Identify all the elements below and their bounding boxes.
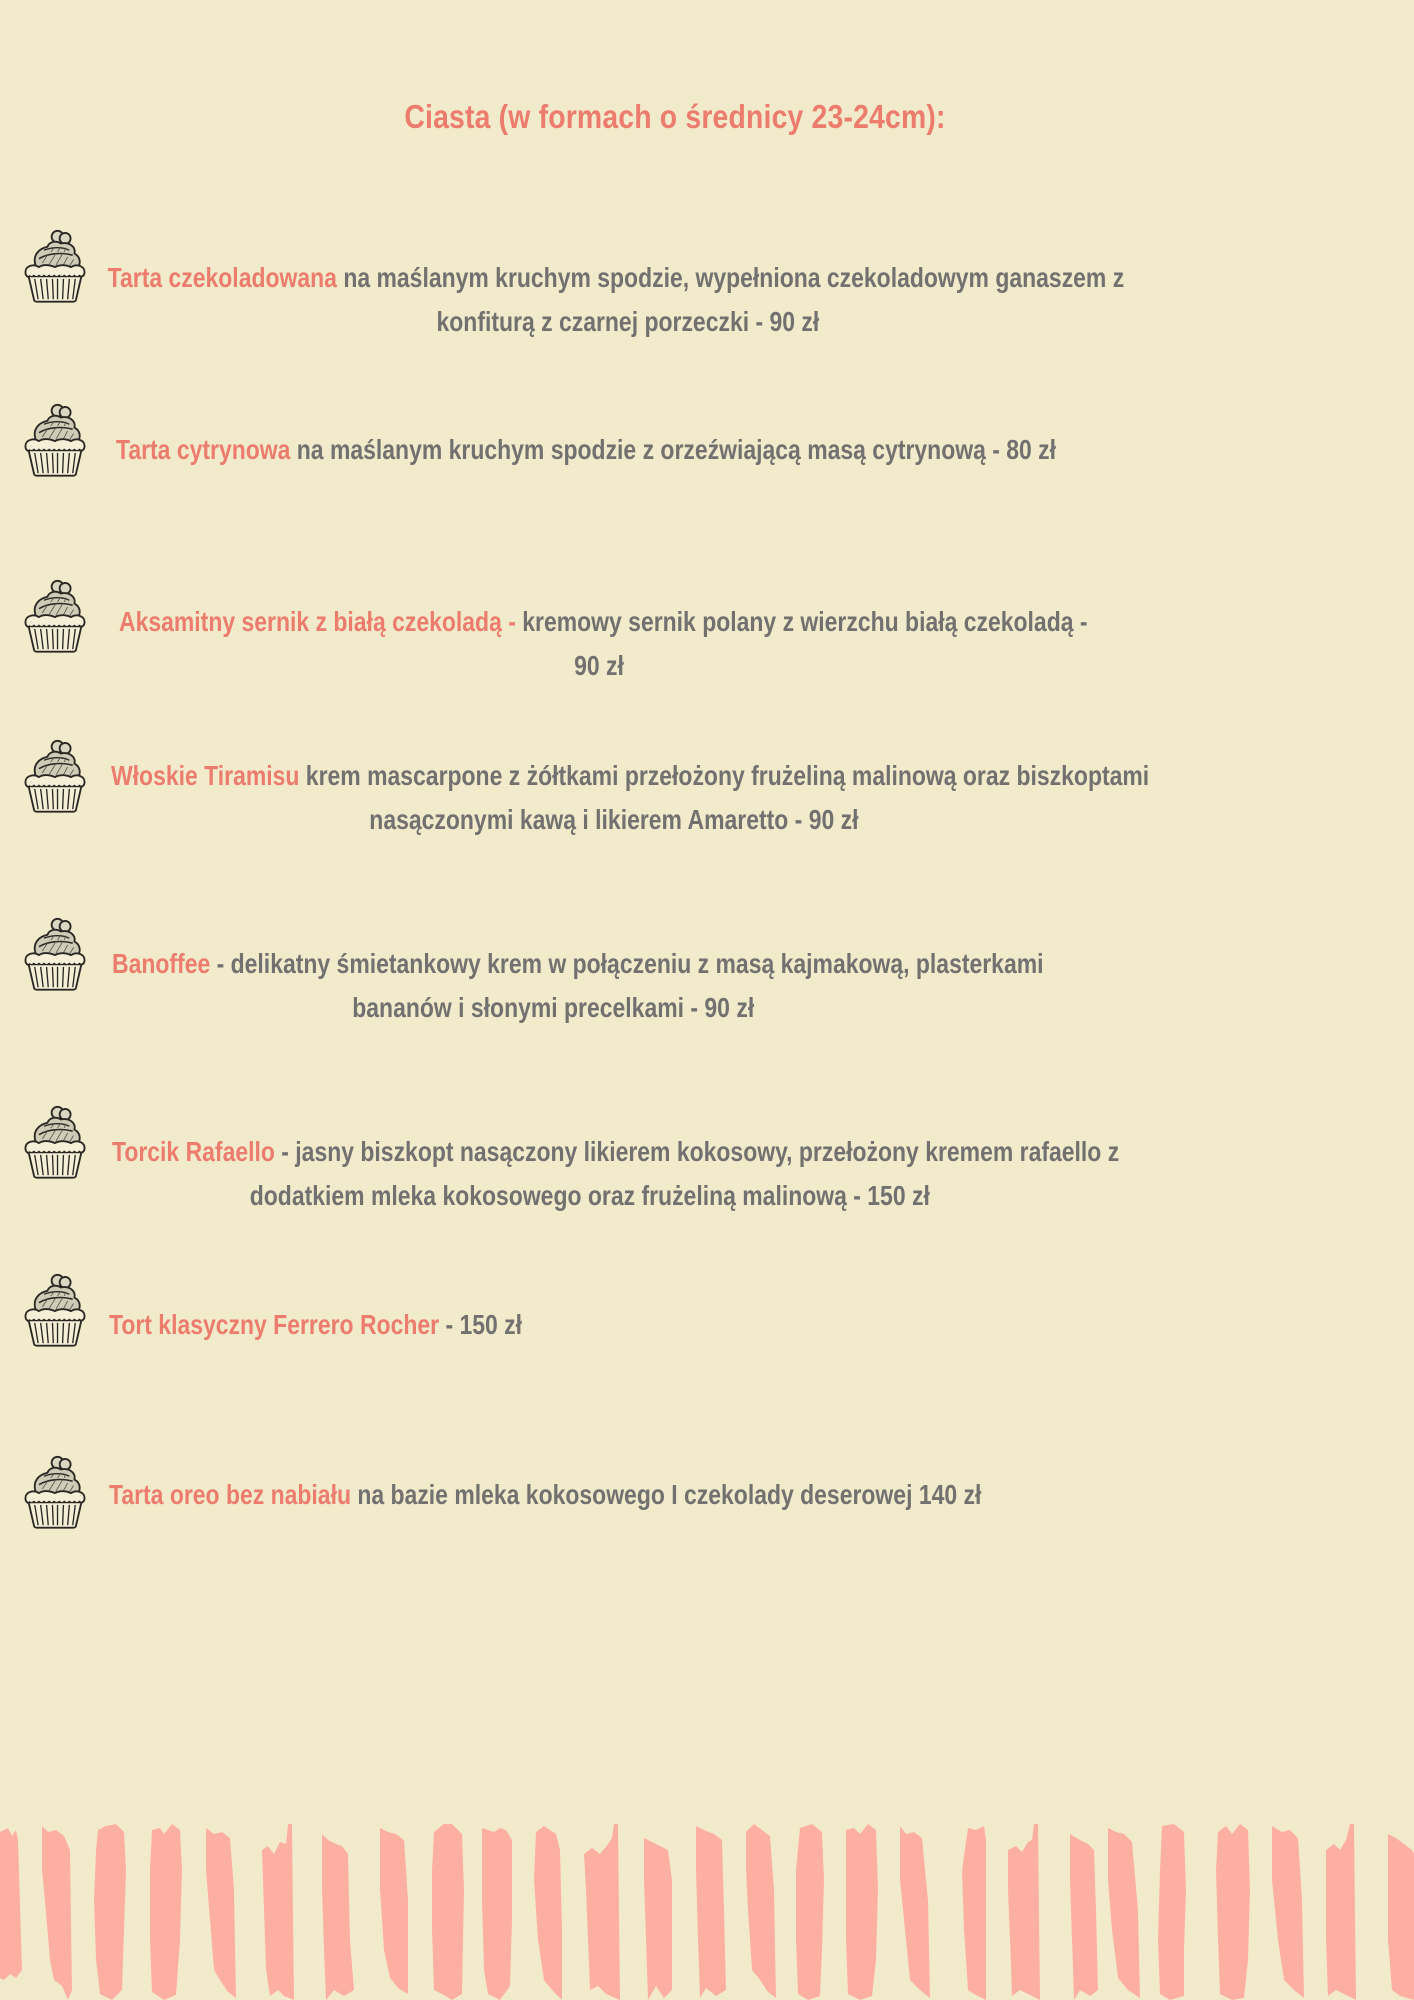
menu-item-description-line2: nasączonymi kawą i likierem Amaretto - 90 zł bbox=[369, 804, 859, 835]
cupcake-icon bbox=[17, 1448, 93, 1534]
menu-item-name: Aksamitny sernik z białą czekoladą - bbox=[119, 606, 523, 637]
menu-item-name: Tarta cytrynowa bbox=[116, 434, 291, 465]
cupcake-icon bbox=[17, 1266, 93, 1352]
menu-item-text bbox=[119, 600, 1185, 688]
menu-item-text bbox=[109, 1473, 1175, 1517]
brush-stroke-border bbox=[0, 1810, 1414, 2000]
menu-item-description: - 150 zł bbox=[439, 1309, 523, 1340]
menu-item-name: Tarta oreo bez nabiału bbox=[109, 1479, 351, 1510]
menu-item-name: Banoffee bbox=[112, 948, 211, 979]
cupcake-icon bbox=[17, 1098, 93, 1184]
menu-item-name: Włoskie Tiramisu bbox=[111, 760, 300, 791]
menu-item-description: na maślanym kruchym spodzie z orzeźwiającą masą cytrynową - 80 zł bbox=[290, 434, 1057, 465]
menu-item-text bbox=[88, 256, 1162, 344]
menu-item-description-line2: konfiturą z czarnej porzeczki - 90 zł bbox=[436, 306, 820, 337]
menu-item-name: Torcik Rafaello bbox=[112, 1136, 275, 1167]
menu-item-text bbox=[116, 428, 1182, 472]
menu-item-text bbox=[111, 754, 1259, 842]
cupcake-icon bbox=[17, 910, 93, 996]
cupcake-icon bbox=[17, 732, 93, 818]
menu-item-description: - delikatny śmietankowy krem w połączeniu z masą kajmakową, plasterkami bbox=[210, 948, 1044, 979]
menu-item-description: krem mascarpone z żółtkami przełożony frużeliną malinową oraz biszkoptami bbox=[299, 760, 1150, 791]
cupcake-icon bbox=[17, 222, 93, 308]
menu-item-text bbox=[112, 942, 1178, 1030]
menu-item-description: na maślanym kruchym spodzie, wypełniona czekoladowym ganaszem z bbox=[336, 262, 1125, 293]
menu-item-description: kremowy sernik polany z wierzchu białą czekoladą - bbox=[522, 606, 1088, 637]
page-title: Ciasta (w formach o średnicy 23-24cm): bbox=[404, 98, 946, 135]
menu-item-description-line2: dodatkiem mleka kokosowego oraz frużeliną malinową - 150 zł bbox=[249, 1180, 930, 1211]
menu-item-description-line2: 90 zł bbox=[574, 650, 624, 681]
menu-item-description: na bazie mleka kokosowego I czekolady deserowej 140 zł bbox=[350, 1479, 982, 1510]
menu-item-name: Tort klasyczny Ferrero Rocher bbox=[109, 1309, 440, 1340]
cupcake-icon bbox=[17, 572, 93, 658]
cupcake-icon bbox=[17, 396, 93, 482]
menu-item-description-line2: bananów i słonymi precelkami - 90 zł bbox=[352, 992, 755, 1023]
menu-item-text bbox=[112, 1130, 1260, 1218]
menu-item-name: Tarta czekoladowana bbox=[107, 262, 337, 293]
menu-item-description: - jasny biszkopt nasączony likierem kokosowy, przełożony kremem rafaello z bbox=[274, 1136, 1120, 1167]
menu-item-text bbox=[109, 1303, 1175, 1347]
